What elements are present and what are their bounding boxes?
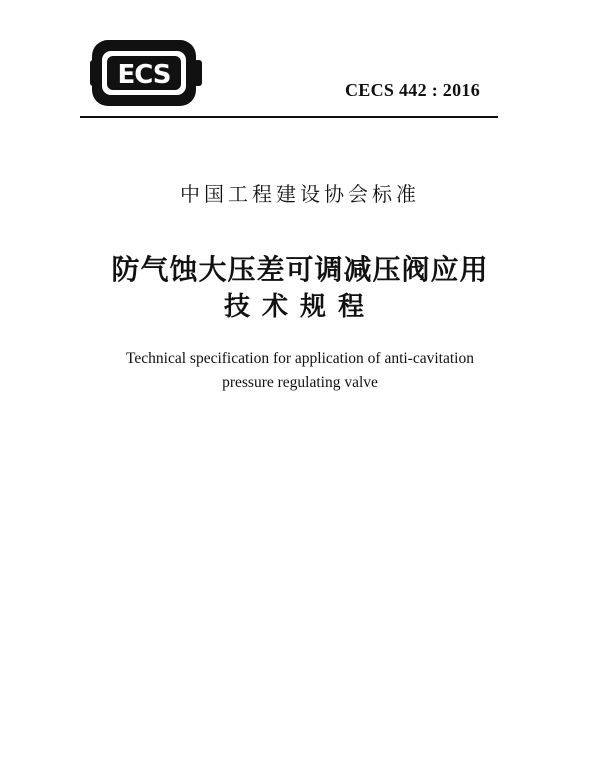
header-divider [80, 116, 498, 118]
logo-text: ECS [117, 60, 171, 90]
title-english-line-1: Technical specification for application of anti-cavitation [126, 350, 474, 367]
cecs-logo [90, 36, 202, 110]
association-label: 中国工程建设协会标准 [180, 182, 420, 206]
title-chinese-line-1: 防气蚀大压差可调减压阀应用 [111, 253, 489, 286]
standard-number: CECS 442 : 2016 [344, 80, 480, 100]
title-chinese-line-2: 技术规程 [223, 292, 376, 322]
title-english-line-2: pressure regulating valve [222, 374, 378, 391]
